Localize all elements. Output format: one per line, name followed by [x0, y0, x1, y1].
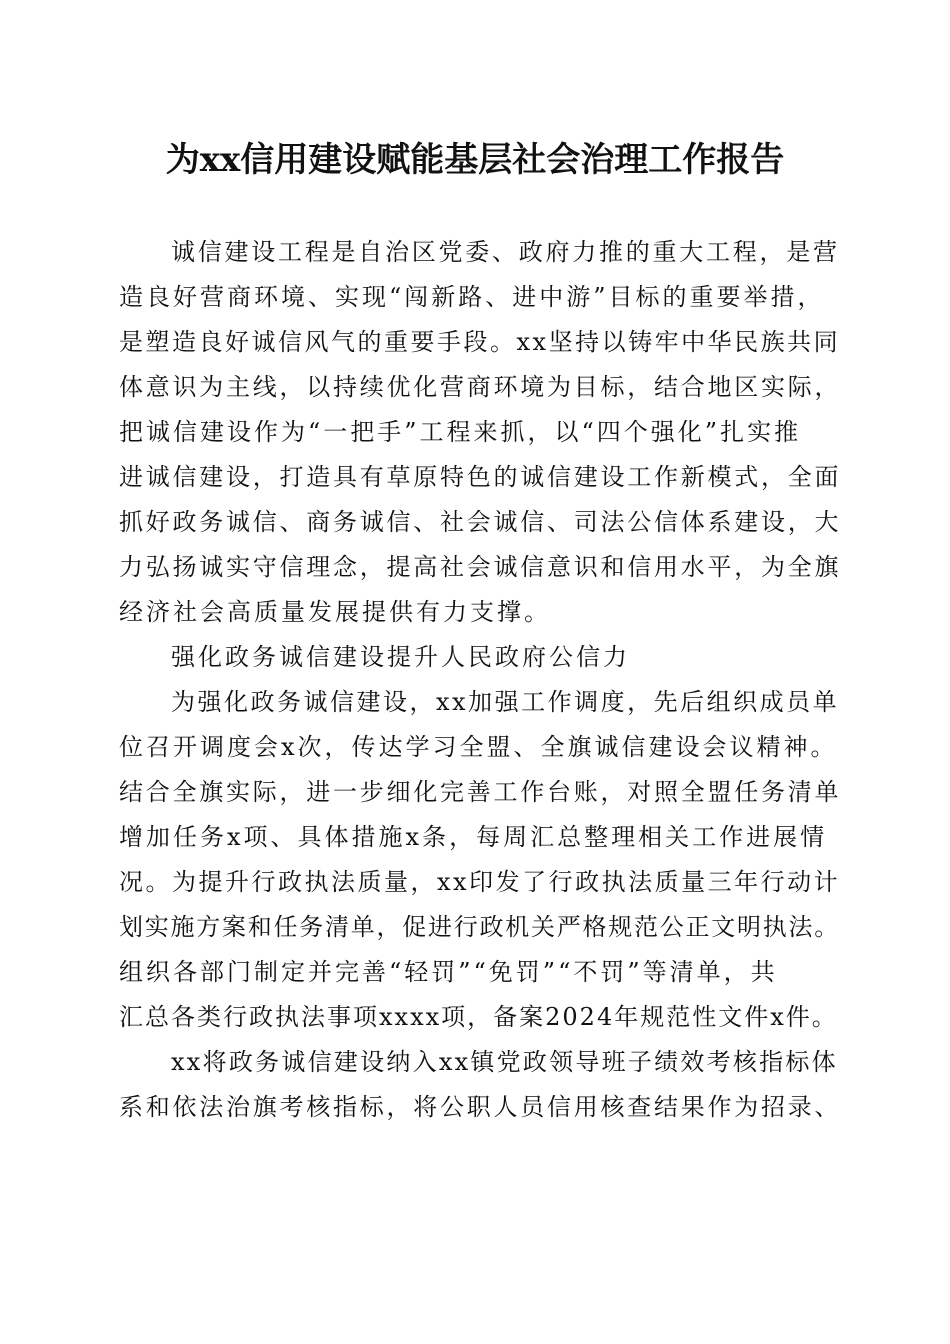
text-line: 造良好营商环境、实现“闯新路、进中游”目标的重要举措，: [119, 283, 825, 311]
document-body: [119, 230, 842, 1130]
text-line: xx将政务诚信建设纳入xx镇党政领导班子绩效考核指标体: [171, 1048, 838, 1076]
text-line: 诚信建设工程是自治区党委、政府力推的重大工程，是营: [171, 238, 840, 266]
text-line: 体意识为主线，以持续优化营商环境为目标，结合地区实际，: [119, 373, 842, 401]
text-line: 经济社会高质量发展提供有力支撑。: [119, 598, 551, 626]
text-line: 抓好政务诚信、商务诚信、社会诚信、司法公信体系建设，大: [119, 508, 842, 536]
text-line: 系和依法治旗考核指标，将公职人员信用核查结果作为招录、: [119, 1093, 842, 1121]
text-line: 况。为提升行政执法质量，xx印发了行政执法质量三年行动计: [119, 868, 841, 896]
text-line: 强化政务诚信建设提升人民政府公信力: [171, 643, 630, 671]
text-line: 位召开调度会x次，传达学习全盟、全旗诚信建设会议精神。: [119, 733, 838, 761]
text-line: 汇总各类行政执法事项xxxx项，备案2024年规范性文件x件。: [119, 1003, 838, 1031]
text-line: 为强化政务诚信建设，xx加强工作调度，先后组织成员单: [171, 688, 840, 716]
text-line: 增加任务x项、具体措施x条，每周汇总整理相关工作进展情: [119, 823, 828, 851]
text-line: 把诚信建设作为“一把手”工程来抓，以“四个强化”扎实推: [119, 418, 802, 446]
text-line: 是塑造良好诚信风气的重要手段。xx坚持以铸牢中华民族共同: [119, 328, 841, 356]
text-line: 结合全旗实际，进一步细化完善工作台账，对照全盟任务清单: [119, 778, 842, 806]
document-title: 为xx信用建设赋能基层社会治理工作报告: [165, 140, 785, 180]
text-line: 力弘扬诚实守信理念，提高社会诚信意识和信用水平，为全旗: [119, 553, 842, 581]
text-line: 组织各部门制定并完善“轻罚”“免罚”“不罚”等清单，共: [119, 958, 778, 986]
text-line: 进诚信建设，打造具有草原特色的诚信建设工作新模式，全面: [119, 463, 842, 491]
text-line: 划实施方案和任务清单，促进行政机关严格规范公正文明执法。: [119, 913, 840, 941]
